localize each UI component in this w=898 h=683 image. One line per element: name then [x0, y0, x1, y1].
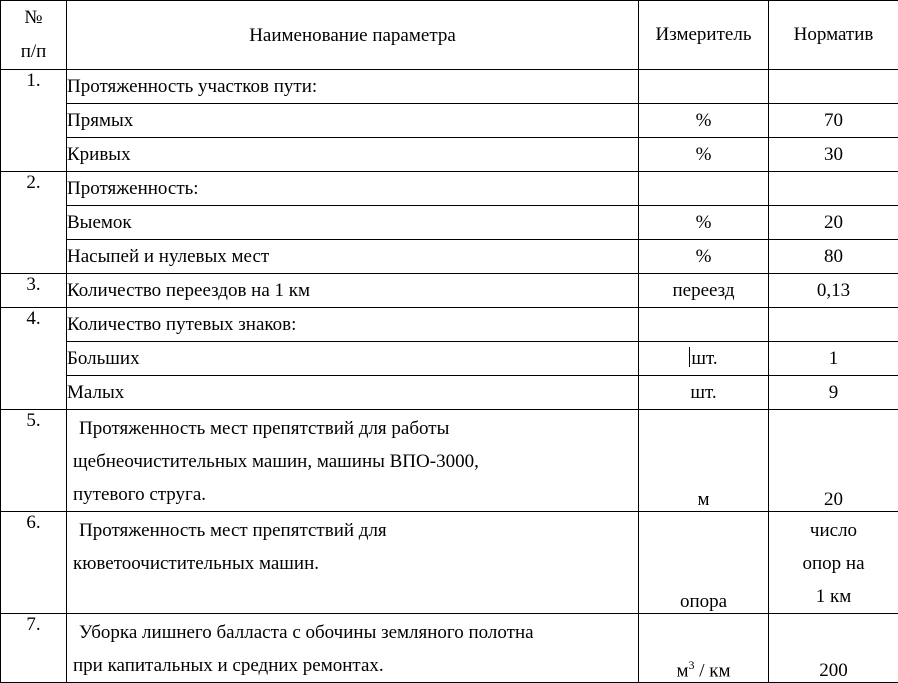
row-norm: 200 — [769, 614, 898, 683]
table-row — [1, 206, 898, 240]
row-number: 7. — [1, 614, 67, 683]
row-norm: 70 — [769, 104, 898, 138]
row-norm — [769, 308, 898, 342]
table-row — [1, 614, 898, 683]
table-row — [1, 70, 898, 104]
row-unit: переезд — [639, 274, 769, 308]
row-subname: Выемок — [67, 206, 639, 240]
row-norm: 30 — [769, 138, 898, 172]
row-unit: м — [639, 410, 769, 512]
row-unit — [639, 70, 769, 104]
row-unit: % — [639, 206, 769, 240]
row-unit: $м^3$ / км — [639, 614, 769, 683]
table-row — [1, 240, 898, 274]
row-number: 3. — [1, 274, 67, 308]
row-subname: Больших — [67, 342, 639, 376]
row-subname: Прямых — [67, 104, 639, 138]
row-norm: 80 — [769, 240, 898, 274]
header-row — [1, 1, 898, 70]
row-number: 2. — [1, 172, 67, 274]
row-number: 5. — [1, 410, 67, 512]
row-norm: 1 — [769, 342, 898, 376]
row-norm — [769, 70, 898, 104]
row-unit: шт. — [639, 342, 769, 376]
row-unit — [639, 308, 769, 342]
header-num: № п/п — [1, 1, 67, 70]
row-unit: % — [639, 138, 769, 172]
row-title: Количество переездов на 1 км — [67, 274, 639, 308]
row-norm: число опор на 1 км — [769, 512, 898, 614]
row-unit: % — [639, 240, 769, 274]
table-row — [1, 104, 898, 138]
row-title: Протяженность мест препятствий для работы щебнеочистительных машин, машины ВПО-3000, путевого струга. — [67, 410, 639, 512]
row-unit: % — [639, 104, 769, 138]
row-subname: Насыпей и нулевых мест — [67, 240, 639, 274]
header-unit: Измеритель — [639, 1, 769, 70]
row-title: Уборка лишнего балласта с обочины земляного полотна при капитальных и средних ремонтах. — [67, 614, 639, 683]
row-number: 1. — [1, 70, 67, 172]
table-row — [1, 274, 898, 308]
row-unit: опора — [639, 512, 769, 614]
row-norm: 9 — [769, 376, 898, 410]
table-row — [1, 308, 898, 342]
row-norm — [769, 172, 898, 206]
row-norm: 0,13 — [769, 274, 898, 308]
row-subname: Малых — [67, 376, 639, 410]
row-unit: шт. — [639, 376, 769, 410]
row-number: 4. — [1, 308, 67, 410]
table-row — [1, 342, 898, 376]
row-title: Количество путевых знаков: — [67, 308, 639, 342]
row-norm: 20 — [769, 206, 898, 240]
table-row — [1, 376, 898, 410]
row-title: Протяженность мест препятствий для кюветоочистительных машин. — [67, 512, 639, 614]
table-row — [1, 410, 898, 512]
table-row — [1, 512, 898, 614]
row-title: Протяженность: — [67, 172, 639, 206]
row-unit — [639, 172, 769, 206]
header-name: Наименование параметра — [67, 1, 639, 70]
row-title: Протяженность участков пути: — [67, 70, 639, 104]
header-norm: Норматив — [769, 1, 898, 70]
row-number: 6. — [1, 512, 67, 614]
table-row — [1, 138, 898, 172]
table-row — [1, 172, 898, 206]
row-subname: Кривых — [67, 138, 639, 172]
row-norm: 20 — [769, 410, 898, 512]
